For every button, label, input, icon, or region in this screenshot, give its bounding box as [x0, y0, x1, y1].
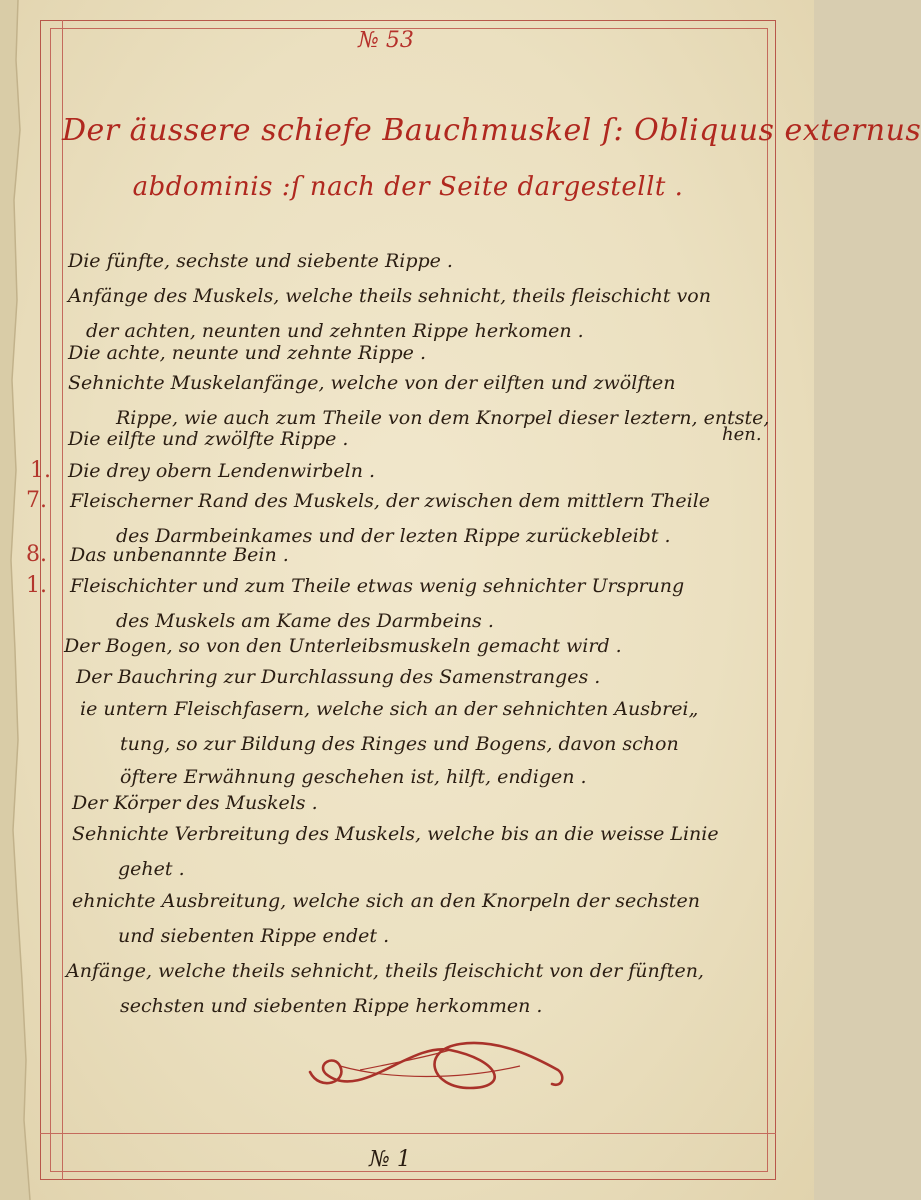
legend-text: Rippe, wie auch zum Theile von dem Knorpel dieser leztern, entste, — [116, 407, 770, 429]
legend-entry — [68, 372, 769, 429]
legend-text: tung, so zur Bildung des Ringes und Bogens, davon schon — [120, 733, 679, 755]
legend-number: 7. — [26, 488, 47, 513]
legend-entry — [26, 542, 289, 567]
legend-entry — [66, 960, 704, 1017]
legend-text: Fleischichter und zum Theile etwas wenig sehnichter Ursprung — [70, 575, 685, 597]
ornamental-flourish — [300, 1030, 570, 1100]
legend-entry — [68, 342, 426, 364]
title-line-2: abdominis :ſ nach der Seite dargestellt . — [132, 172, 684, 202]
folio-number: № 1 — [369, 1147, 411, 1172]
legend-text: ie untern Fleischfasern, welche sich an der sehnichten Ausbrei„ — [80, 698, 699, 720]
legend-text: Die fünfte, sechste und siebente Rippe . — [68, 250, 453, 272]
legend-text: Der Bogen, so von den Unterleibsmuskeln gemacht wird . — [64, 635, 622, 657]
legend-entry — [26, 488, 711, 547]
legend-entry — [64, 635, 622, 657]
legend-text: Der Bauchring zur Durchlassung des Samenstranges . — [76, 666, 601, 688]
legend-entry — [72, 792, 318, 814]
legend-entry — [26, 573, 685, 632]
legend-text: und siebenten Rippe endet . — [118, 925, 390, 947]
legend-text: der achten, neunten und zehnten Rippe herkomen . — [86, 320, 584, 342]
legend-text: Der Körper des Muskels . — [72, 792, 318, 814]
legend-entry — [30, 458, 376, 483]
legend-entry — [68, 250, 453, 272]
legend-entry — [76, 666, 600, 688]
legend-number: 1. — [30, 458, 51, 483]
legend-text: Anfänge des Muskels, welche theils sehnicht, theils fleischicht von — [68, 285, 711, 307]
legend-text: Die eilfte und zwölfte Rippe . — [68, 428, 349, 450]
legend-text: Anfänge, welche theils sehnicht, theils fleischicht von der fünften, — [66, 960, 704, 982]
legend-text: Sehnichte Verbreitung des Muskels, welche bis an die weisse Linie — [72, 823, 719, 845]
legend-text: gehet . — [118, 858, 185, 880]
legend-text: ehnichte Ausbreitung, welche sich an den Knorpeln der sechsten — [72, 890, 700, 912]
legend-entry — [68, 428, 348, 450]
legend-text: Das unbenannte Bein . — [70, 544, 289, 566]
legend-number: 8. — [26, 542, 47, 567]
legend-text: des Darmbeinkames und der lezten Rippe zurückebleibt . — [116, 525, 671, 547]
legend-text: Die achte, neunte und zehnte Rippe . — [68, 342, 426, 364]
legend-text: sechsten und siebenten Rippe herkommen . — [120, 995, 543, 1017]
legend-text: Sehnichte Muskelanfänge, welche von der eilften und zwölften — [68, 372, 676, 394]
legend-entry — [72, 890, 700, 947]
legend-text: Fleischerner Rand des Muskels, der zwischen dem mittlern Theile — [70, 490, 711, 512]
legend-entry — [68, 285, 711, 342]
legend-number: 1. — [26, 573, 47, 598]
legend-text: des Muskels am Kame des Darmbeins . — [116, 610, 494, 632]
legend-trail: hen. — [722, 424, 762, 445]
plate-number: № 53 — [358, 28, 414, 53]
legend-entry — [80, 698, 698, 788]
legend-text: öftere Erwähnung geschehen ist, hilft, endigen . — [120, 766, 587, 788]
title-line-1: Der äussere schiefe Bauchmuskel ſ: Obliquus externus — [62, 113, 921, 148]
legend-text: Die drey obern Lendenwirbeln . — [68, 460, 376, 482]
legend-entry — [72, 823, 719, 880]
